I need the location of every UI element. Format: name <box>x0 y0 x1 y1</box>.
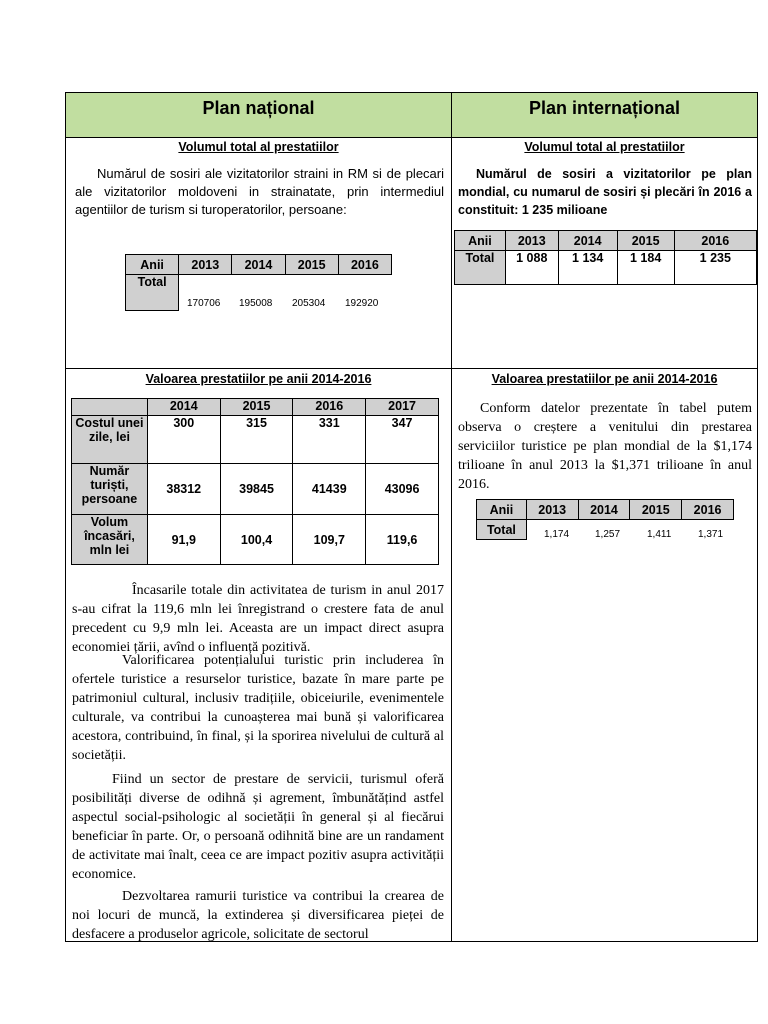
value-cell: 195008 <box>239 298 273 309</box>
value-cell: 1,411 <box>647 529 672 540</box>
international-value-title: Valoarea prestatiilor pe anii 2014-2016 <box>491 372 718 386</box>
value-cell: 1 134 <box>558 251 617 285</box>
year-cell: 2014 <box>558 231 617 251</box>
year-cell: 2016 <box>682 500 734 520</box>
header-national: Plan național <box>66 93 451 138</box>
value-cell: 347 <box>366 416 439 464</box>
paragraph: Fiind un sector de prestare de servicii, turismul oferă posibilități diverse de odihnă și agrement, îmbunătățind astfel aspectul social-psihologic al societății în general și al fiecărui beneficiar în parte. Or, o persoană odihnită bine are un randament de activitate mai înalt, ceea ce are impact pozitiv asupra activității economice. <box>72 772 444 882</box>
value-cell: 315 <box>220 416 293 464</box>
value-cell: 300 <box>147 416 220 464</box>
year-cell: 2015 <box>630 500 682 520</box>
national-volume-title: Volumul total al prestatiilor <box>178 140 339 154</box>
national-value-table <box>71 398 439 565</box>
total-label: Total <box>126 275 179 311</box>
total-label: Total <box>455 251 506 285</box>
value-cell: 1,371 <box>698 529 724 540</box>
value-cell: 119,6 <box>366 515 439 565</box>
year-cell: 2014 <box>147 399 220 416</box>
value-cell: 1,257 <box>595 529 621 540</box>
row-label: Volum încasări, mln lei <box>72 515 148 565</box>
total-label: Total <box>477 520 527 540</box>
value-cell: 1 184 <box>617 251 674 285</box>
years-label: Anii <box>455 231 506 251</box>
value-cell: 100,4 <box>220 515 293 565</box>
year-cell: 2017 <box>366 399 439 416</box>
international-volume-title: Volumul total al prestatiilor <box>524 140 685 154</box>
value-cell: 1 088 <box>505 251 558 285</box>
row-label: Costul unei zile, lei <box>72 416 148 464</box>
row-divider <box>66 368 757 369</box>
year-cell: 2015 <box>285 255 338 275</box>
row-label: Număr turiști, persoane <box>72 464 148 515</box>
value-cell: 91,9 <box>147 515 220 565</box>
value-cell: 192920 <box>345 298 379 309</box>
year-cell: 2016 <box>674 231 756 251</box>
value-cell: 205304 <box>292 298 326 309</box>
value-cell: 39845 <box>220 464 293 515</box>
paragraph: Încasarile totale din activitatea de turism in anul 2017 s-au cifrat la 119,6 mln lei înregistrand o crestere fata de anul precedent cu 9,9 mln lei. Aceasta are un impact direct asupra economiei țării, avînd o influență pozitivă. <box>72 583 444 655</box>
year-cell: 2013 <box>179 255 232 275</box>
value-cell: 331 <box>293 416 366 464</box>
year-cell: 2016 <box>338 255 391 275</box>
national-volume-text: Numărul de sosiri ale vizitatorilor straini in RM si de plecari ale vizitatorilor moldoveni in strainatate, prin intermediul agentiilor de turism si turoperatorilor, persoane: <box>75 166 444 217</box>
international-volume-text: Numărul de sosiri a vizitatorilor pe plan mondial, cu numarul de sosiri și plecări în 2016 a constituit: 1 235 milioane <box>458 167 752 217</box>
column-divider <box>451 93 452 942</box>
years-label: Anii <box>126 255 179 275</box>
year-cell: 2016 <box>293 399 366 416</box>
value-cell: 1,174 <box>544 529 570 540</box>
year-cell: 2014 <box>232 255 285 275</box>
value-cell: 1 235 <box>674 251 756 285</box>
header-international: Plan internațional <box>452 93 757 138</box>
value-cell: 43096 <box>366 464 439 515</box>
year-cell: 2015 <box>220 399 293 416</box>
value-cell: 170706 <box>187 298 221 309</box>
value-cell: 109,7 <box>293 515 366 565</box>
year-cell: 2013 <box>505 231 558 251</box>
comparison-table <box>65 92 758 942</box>
international-volume-table <box>454 230 757 285</box>
paragraph: Valorificarea potențialului turistic prin includerea în ofertele turistice a resurselor turistice, bazate în mare parte pe patrimoniul cultural, inclusiv tradițiile, obiceiurile, evenimentele culturale, va contribui la cunoașterea mai bună și valorificarea acestora, contribuind, în final, și la sporirea nivelului de cultură al societății. <box>72 653 444 763</box>
value-cell: 38312 <box>147 464 220 515</box>
national-value-title: Valoarea prestatiilor pe anii 2014-2016 <box>145 372 372 386</box>
year-cell: 2013 <box>526 500 578 520</box>
year-cell: 2014 <box>578 500 630 520</box>
international-value-text: Conform datelor prezentate în tabel putem observa o creștere a venitului din prestarea serviciilor turistice pe plan mondial de la $1,174 trilioane în anul 2013 la $1,371 trilioane în anul 2016. <box>458 401 752 492</box>
year-cell: 2015 <box>617 231 674 251</box>
years-label: Anii <box>477 500 527 520</box>
paragraph: Dezvoltarea ramurii turistice va contribui la crearea de noi locuri de muncă, la extinderea și diversificarea pieței de desfacere a produselor agricole, solicitate de sectorul <box>72 889 444 942</box>
value-cell: 41439 <box>293 464 366 515</box>
